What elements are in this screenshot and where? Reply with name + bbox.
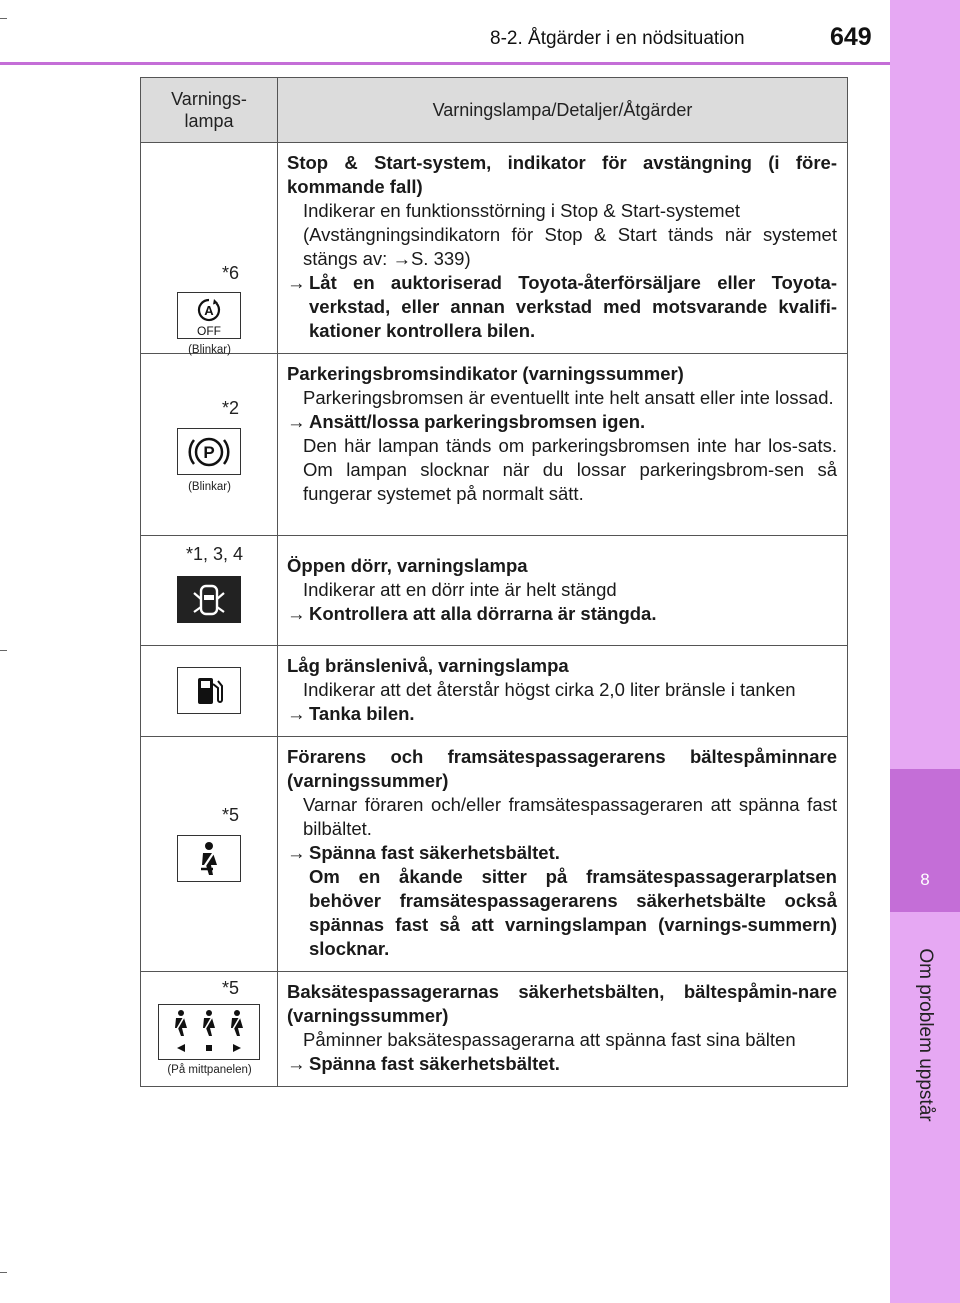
arrow-icon: → [287, 272, 306, 293]
warning-detail: Indikerar att en dörr inte är helt stängd [303, 579, 617, 600]
warning-title: Låg bränslenivå, varningslampa [287, 655, 569, 676]
crop-mark [0, 650, 7, 651]
warning-title: Förarens och framsätespassagerarens bältespåminnare (varningssummer) [287, 746, 837, 791]
warning-detail: Påminner baksätespassagerarna att spänna fast sina bälten [303, 1029, 796, 1050]
col-header-lamp-text: Varnings- lampa [171, 89, 247, 131]
footnote-ref-text: *2 [222, 398, 240, 418]
icon-caption: (Blinkar) [188, 481, 231, 493]
open-door-glyph [189, 581, 229, 619]
fuel-pump-icon [177, 667, 241, 714]
icon-cell [141, 536, 278, 646]
warning-title: Parkeringsbromsindikator (varningssummer) [287, 363, 684, 384]
warning-action-text: Spänna fast säkerhetsbältet. [309, 1053, 560, 1074]
table-row [141, 737, 848, 972]
details-cell [278, 972, 848, 1087]
col-header-details: Varningslampa/Detaljer/Åtgärder [278, 78, 848, 143]
arrow-icon: → [287, 1053, 306, 1074]
table-row [141, 972, 848, 1087]
warning-action [287, 410, 837, 434]
footnote-ref-text: *6 [222, 263, 240, 283]
icon-cell [141, 143, 278, 354]
section-title: 8-2. Åtgärder i en nödsituation [490, 28, 745, 49]
warning-detail: (Avstängningsindikatorn för Stop & Start tänds när systemet stängs av: →S. 339) [303, 224, 837, 269]
footnote-ref [222, 398, 239, 419]
warning-action-text: Låt en auktoriserad Toyota-återförsäljare eller Toyota-verkstad, eller annan verkstad med motsvarande kvalifi-kationer kontrollera bilen. [309, 272, 837, 341]
details-cell [278, 646, 848, 737]
icon-caption: (Blinkar) [188, 344, 231, 356]
icon-cell [141, 972, 278, 1087]
warning-action-text: Kontrollera att alla dörrarna är stängda. [309, 603, 657, 624]
warning-action [287, 702, 837, 726]
svg-text:A: A [204, 302, 214, 318]
warning-detail: Den här lampan tänds om parkeringsbromsen inte har los-sats. Om lampan slocknar när du lossar parkeringsbrom-sen så fungerar systemet på normalt sätt. [303, 435, 837, 504]
warning-action-text: Ansätt/lossa parkeringsbromsen igen. [309, 411, 646, 432]
warning-detail: Varnar föraren och/eller framsätespassageraren att spänna fast bilbältet. [303, 794, 837, 839]
table-row [141, 143, 848, 354]
footnote-ref [186, 544, 243, 565]
warning-detail: Indikerar att det återstår högst cirka 2,0 liter bränsle i tanken [303, 679, 796, 700]
warning-action [287, 602, 837, 626]
parking-brake-glyph [187, 432, 231, 472]
warning-detail: Parkeringsbromsen är eventuellt inte helt ansatt eller inte lossad. [303, 387, 834, 408]
crop-mark [0, 1272, 7, 1273]
warning-title: Baksätespassagerarnas säkerhetsbälten, bältespåmin-nare (varningssummer) [287, 981, 837, 1026]
chapter-number: 8 [920, 870, 930, 889]
icon-cell [141, 354, 278, 536]
details-cell [278, 143, 848, 354]
header-rule [0, 62, 890, 65]
open-door-icon [177, 576, 241, 623]
col-header-lamp [141, 78, 278, 143]
off-label: OFF [197, 323, 221, 338]
fuel-pump-glyph [189, 672, 229, 710]
table-header-row [141, 78, 848, 143]
chapter-number-box [890, 769, 960, 912]
warning-action-note: Om en åkande sitter på framsätespassagerarplatsen behöver framsätespassagerarens säkerhetsbälte också spännas fast så att varningslampan (varnings-summern) slocknar. [309, 866, 837, 959]
icon-cell [141, 737, 278, 972]
parking-p-letter: P [203, 442, 215, 462]
icon-cell [141, 646, 278, 737]
arrow-icon: → [287, 603, 306, 624]
footnote-ref-text: *5 [222, 805, 240, 825]
crop-mark [0, 18, 7, 19]
icon-caption: (På mittpanelen) [167, 1064, 252, 1076]
rear-seatbelt-icon [158, 1004, 260, 1060]
table-row [141, 536, 848, 646]
warning-detail: Indikerar en funktionsstörning i Stop & Start-systemet [303, 200, 741, 221]
footnote-ref [222, 263, 239, 284]
arrow-icon: → [287, 703, 306, 724]
footnote-ref-text: *1, 3, 4 [186, 544, 244, 564]
table-row [141, 646, 848, 737]
arrow-icon: → [287, 411, 306, 432]
warning-action-text: Tanka bilen. [309, 703, 415, 724]
warning-title: Stop & Start-system, indikator för avstängning (i före-kommande fall) [287, 152, 837, 197]
details-cell [278, 536, 848, 646]
seatbelt-glyph [189, 839, 229, 879]
arrow-icon: → [287, 842, 306, 863]
seatbelt-icon [177, 835, 241, 882]
page-number: 649 [830, 23, 872, 51]
warning-action-text: Spänna fast säkerhetsbältet. [309, 842, 560, 863]
footnote-ref [222, 978, 239, 999]
warning-title: Öppen dörr, varningslampa [287, 555, 528, 576]
rear-seatbelt-glyph [161, 1007, 257, 1057]
warning-action [287, 1052, 837, 1076]
chapter-title: Om problem uppstår [915, 948, 936, 1122]
details-cell [278, 354, 848, 536]
table-row [141, 354, 848, 536]
footnote-ref [222, 805, 239, 826]
warning-action [287, 841, 837, 865]
warning-light-table [140, 77, 848, 1087]
stop-start-off-icon [177, 292, 241, 339]
warning-action [287, 271, 837, 343]
stop-start-off-glyph [179, 294, 239, 338]
footnote-ref-text: *5 [222, 978, 240, 998]
details-cell [278, 737, 848, 972]
parking-brake-icon [177, 428, 241, 475]
